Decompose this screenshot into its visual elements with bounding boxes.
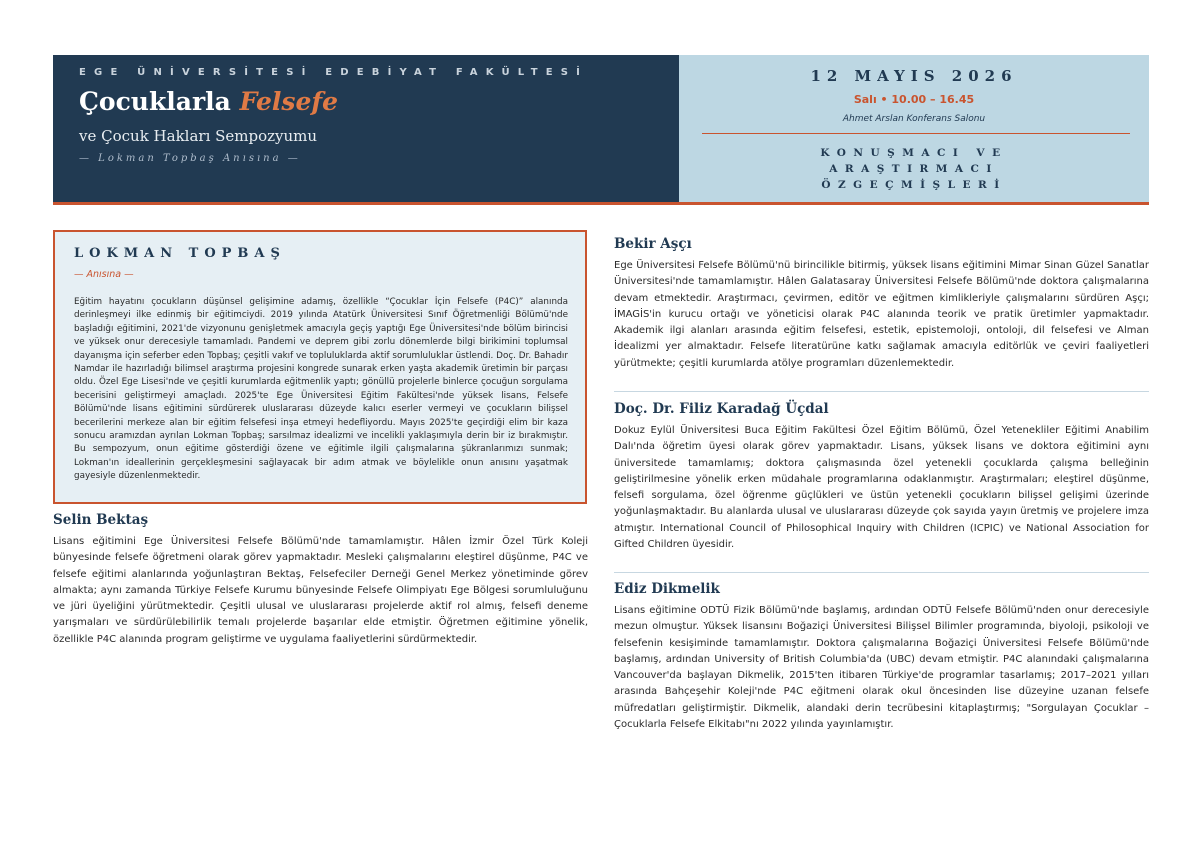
venue-divider [702, 133, 1130, 134]
speaker-text: Lisans eğitimine ODTÜ Fizik Bölümü'nde başlamış, ardından ODTÜ Felsefe Bölümü'nden onur derecesiyle mezun olmuştur. Yüksek lisansını Boğaziçi Üniversitesi Bilişsel Bilimler programında, biyoloji, psikoloji ve felsefenin kesişiminde tamamlamıştır. Doktora çalışmalarına Boğaziçi Üniversitesi Felsefe Bölümü'nde başlamış, ardından University of British Columbia'da (UBC) devam etmiştir. P4C alanındaki çalışmalarına Vancouver'da başlayan Dikmelik, 2015'ten itibaren Türkiye'de programlar tasarlamış; 2017–2021 yılları arasında Bahçeşehir Koleji'nde P4C eğitmeni olarak okul öncesinden lise düzeyine uzanan felsefe müfredatları geliştirmiştir. Dikmelik, alandaki derin tecrübesini kitaplaştırmış; "Sorgulayan Çocuklar – Çocuklarla Felsefe Elkitabı"nı 2022 yılında yayınlamıştır. [614, 605, 1149, 731]
memorial-box [53, 230, 587, 504]
memorial-line: — Lokman Topbaş Anısına — [79, 153, 301, 164]
header-accent-rule [53, 202, 1149, 205]
bios-heading [679, 145, 1149, 193]
speaker-bio [614, 581, 1149, 733]
speaker-name: Doç. Dr. Filiz Karadağ Üçdal [614, 401, 829, 417]
header-banner [53, 55, 1149, 205]
symposium-title [79, 87, 338, 116]
bio-divider [614, 572, 1149, 573]
speaker-text: Ege Üniversitesi Felsefe Bölümü'nü birincilikle bitirmiş, yüksek lisans eğitimini Mimar Sinan Güzel Sanatlar Üniversitesi'nde tamamlamıştır. Hâlen Galatasaray Üniversitesi Felsefe Bölümü'nde doktora çalışmalarına devam etmektedir. Araştırmacı, çevirmen, editör ve eğitmen kimlikleriyle çalışmalarını sürdüren Aşçı; İMAGİS'in kurucu ortağı ve yöneticisi olarak P4C alanında teorik ve pratik üretimler yapmaktadır. Akademik ilgi alanları arasında eğitim felsefesi, estetik, epistemoloji, ontoloji, dil felsefesi ve Alman İdealizmi yer almaktadır. Felsefe literatürüne katkı sağlamak amacıyla editörlük ve çeviri faaliyetleri yürütmekte; çeşitli kurumlarda atölye programları düzenlemektedir. [614, 260, 1149, 369]
speaker-bio [53, 512, 588, 648]
bios-heading-line-2: ARAŞTIRMACI [829, 163, 999, 175]
speaker-text: Dokuz Eylül Üniversitesi Buca Eğitim Fakültesi Özel Eğitim Bölümü, Özel Yetenekliler Eğitimi Anabilim Dalı'nda öğretim üyesi olarak görev yapmaktadır. Lisans, yüksek lisans ve doktora eğitimini aynı üniversitede tamamlamış; doktora çalışmasında özel yetenekli çocuklarda çalışma belleğinin geliştirilmesine yönelik erken müdahale programlarına odaklanmıştır. Araştırmaları; eleştirel düşünme, felsefi sorgulama, özel öğrenme güçlükleri ve üstün yetenekli çocukların bilişsel gelişimi üzerinde yoğunlaşmaktadır. Bu alanlarda ulusal ve uluslararası düzeyde çok sayıda yayın üretmiş ve projelere imza atmıştır. International Council of Philosophical Inquiry with Children (ICPIC) ve National Association for Gifted Children üyesidir. [614, 425, 1149, 551]
memorial-text: Eğitim hayatını çocukların düşünsel gelişimine adamış, özellikle “Çocuklar İçin Felsefe (P4C)” alanında derinleşmeyi ilke edinmiş bir eğitimciydi. 2019 yılında Atatürk Üniversitesi Sınıf Öğretmenliği Bölümü'nde başladığı eğitimini, 2021'de vizyonunu genişletmek amacıyla geçiş yaptığı Ege Üniversitesi'nde bölüm birincisi ve yüksek onur derecesiyle tamamladı. Pandemi ve deprem gibi zorlu dönemlerde bilgi birikimini toplumsal dayanışma için seferber eden Topbaş; çeşitli vakıf ve topluluklarda aktif sorumluluklar üstlendi. Doç. Dr. Bahadır Namdar ile hazırladığı bilimsel araştırma projesini kongrede sunarak erken yaşta akademik üretimin bir parçası oldu. Özel Ege Lisesi'nde ve çeşitli kurumlarda eğitmenlik yaptı; gönüllü projelerle binlerce çocuğun sorgulama becerisini geliştirmeyi amaçladı. 2025'te Ege Üniversitesi Eğitim Fakültesi'nde yüksek lisans, Felsefe Bölümü'nde lisans eğitimini sürdürerek uluslararası düzeyde kalıcı eserler vermeyi ve çocukların bilişsel becerilerini merkeze alan bir eğitim felsefesi inşa etmeyi hedefliyordu. Mayıs 2025'te geçirdiği elim bir kaza sonucu aramızdan ayrılan Lokman Topbaş; sarsılmaz idealizmi ve incelikli yaklaşımıyla derin bir iz bırakmıştır. Bu sempozyum, onun eğitime gösterdiği özene ve eğitimle ilgili çalışmalarına şükranlarımızı sunmak; Lokman'ın ideallerinin gerçekleşmesini sağlayacak bir adım atmak ve böylelikle onun anısını yaşatmak gayesiyle düzenlenmektedir. [74, 297, 568, 482]
event-venue: Ahmet Arslan Konferans Salonu [842, 114, 986, 124]
bios-heading-line-1: KONUŞMACI VE [820, 147, 1008, 159]
title-main: Çocuklarla [79, 87, 231, 116]
speaker-bio [614, 236, 1149, 372]
memorial-subtitle: — Anısına — [74, 269, 134, 280]
event-date: 12 MAYIS 2026 [810, 67, 1018, 85]
speaker-name: Bekir Aşçı [614, 236, 692, 252]
symposium-subtitle: ve Çocuk Hakları Sempozyumu [79, 127, 318, 145]
event-time: Salı • 10.00 – 16.45 [853, 93, 975, 106]
speaker-bio [614, 401, 1149, 553]
bios-heading-line-3: ÖZGEÇMİŞLERİ [821, 179, 1007, 191]
speaker-name: Ediz Dikmelik [614, 581, 720, 597]
header-left-panel [53, 55, 679, 202]
bio-divider [614, 391, 1149, 392]
speaker-name: Selin Bektaş [53, 512, 149, 528]
title-accent: Felsefe [239, 87, 339, 116]
header-right-panel [679, 55, 1149, 202]
memorial-name: LOKMAN TOPBAŞ [74, 246, 286, 261]
speaker-text: Lisans eğitimini Ege Üniversitesi Felsefe Bölümü'nde tamamlamıştır. Hâlen İzmir Özel Türk Koleji bünyesinde felsefe öğretmeni olarak görev yapmaktadır. Mesleki çalışmalarını eleştirel düşünme, P4C ve felsefe eğitimi alanlarında yoğunlaştıran Bektaş, Felsefeciler Derneği Genel Merkez yönetiminde görev almakta; aynı zamanda Türkiye Felsefe Kurumu bünyesinde Felsefe Olimpiyatı Ege Bölgesi sorumluluğunu ve jüri üyeliğini yürütmektedir. Çeşitli ulusal ve uluslararası projelerde aktif rol almış, felsefi deneme yarışmaları ve sürdürülebilirlik temalı projelerde başarılar elde etmiştir. Öğretmen eğitimine yönelik, özellikle P4C alanında program geliştirme ve uygulama faaliyetlerini sürdürmektedir. [53, 536, 588, 645]
faculty-name: EGE ÜNİVERSİTESİ EDEBİYAT FAKÜLTESİ [79, 67, 589, 78]
